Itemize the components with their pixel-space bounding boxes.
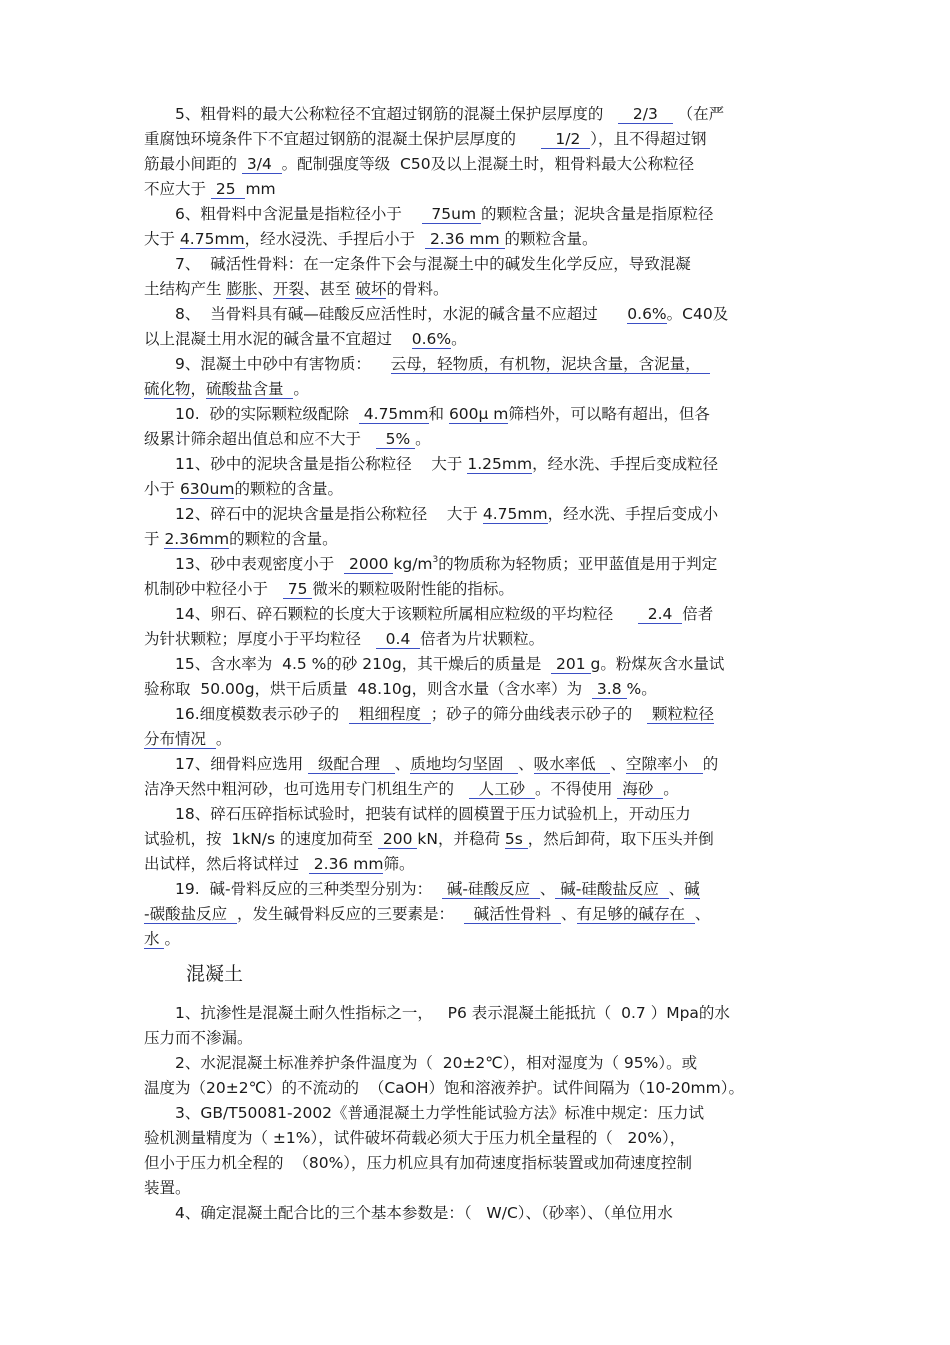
answer-blank: 1.25mm xyxy=(467,455,533,473)
c3-line-2 xyxy=(144,1128,685,1148)
q13-line-2 xyxy=(144,579,514,599)
text-segment: 、 xyxy=(561,905,577,923)
text-segment: 筛档外，可以略有超出，但各 xyxy=(508,405,710,423)
answer-blank: 5s xyxy=(504,830,528,848)
answer-blank: 2.36 mm xyxy=(308,855,384,873)
text-segment: ，发生碱骨料反应的三要素是： xyxy=(236,905,464,923)
answer-blank: 3.8 xyxy=(592,680,627,698)
answer-blank: 硫化物 xyxy=(144,380,191,398)
answer-blank: 4.75mm xyxy=(179,230,245,248)
text-segment: 以上混凝土用水泥的碱含量不宜超过 xyxy=(144,330,412,348)
text-segment: 压力而不渗漏。 xyxy=(144,1029,253,1047)
text-segment: 的物质称为轻物质；亚甲蓝值是用于判定 xyxy=(438,555,718,573)
answer-blank: 200 xyxy=(377,830,418,848)
answer-blank: 云母，轻物质，有机物，泥块含量，含泥量， xyxy=(390,355,711,373)
text-segment: kg/m xyxy=(393,555,433,573)
text-segment: 级累计筛余超出值总和应不大于 xyxy=(144,430,376,448)
answer-blank: 2000 xyxy=(344,555,394,573)
text-segment: ，经水洗、手捏后变成小 xyxy=(547,505,719,523)
q19-line-1 xyxy=(175,879,700,899)
q10-line-1 xyxy=(175,404,710,424)
text-segment: 筛。 xyxy=(383,855,415,873)
q15-line-2 xyxy=(144,679,657,699)
answer-blank: 分布情况 xyxy=(144,730,216,748)
q11-line-1 xyxy=(175,454,718,474)
answer-blank: 2.4 xyxy=(637,605,683,623)
c3-line-1 xyxy=(175,1103,704,1123)
answer-blank: 1/2 xyxy=(540,130,591,148)
text-segment: 。 xyxy=(215,730,232,748)
text-segment: 的骨料。 xyxy=(386,280,449,298)
text-segment: 12、碎石中的泥块含量是指公称粒径 大于 xyxy=(175,505,483,523)
answer-blank: 201 xyxy=(551,655,591,673)
answer-blank: 25 xyxy=(210,180,246,198)
answer-blank: 碱-硅酸盐反应 xyxy=(555,880,669,898)
text-segment: 16.细度模数表示砂子的 xyxy=(175,705,350,723)
text-segment: （在严 xyxy=(672,105,725,123)
text-segment: 的颗粒的含量。 xyxy=(229,530,338,548)
text-segment: 为针状颗粒；厚度小于平均粒径 xyxy=(144,630,376,648)
answer-blank: 粗细程度 xyxy=(349,705,431,723)
text-segment: 6、粗骨料中含泥量是指粒径小于 xyxy=(175,205,422,223)
c1-line-1 xyxy=(175,1003,730,1023)
q18-line-2 xyxy=(144,829,714,849)
text-segment: 筋最小间距的 xyxy=(144,155,242,173)
text-segment: %。 xyxy=(626,680,657,698)
text-segment: 温度为（20±2℃）的不流动的 （CaOH）饱和溶液养护。试件间隔为（10-20mm）。 xyxy=(144,1079,744,1097)
q14-line-2 xyxy=(144,629,544,649)
text-segment: ，经水洗、手捏后变成粒径 xyxy=(532,455,719,473)
text-segment: 2、水泥混凝土标准养护条件温度为（ 20±2℃），相对湿度为（ 95%）。或 xyxy=(175,1054,698,1072)
text-segment: 、甚至 xyxy=(303,280,356,298)
text-segment: 洁净天然中粗河砂，也可选用专门机组生产的 xyxy=(144,780,469,798)
answer-blank: 2.36 mm xyxy=(425,230,505,248)
text-segment: 的颗粒含量；泥块含量是指原粒径 xyxy=(481,205,714,223)
text-segment: 、 xyxy=(539,880,556,898)
c2-line-1 xyxy=(175,1053,697,1073)
answer-blank: 破坏 xyxy=(355,280,387,298)
text-segment: 19. 碱-骨料反应的三种类型分别为： xyxy=(175,880,442,898)
text-segment: 验称取 50.00g，烘干后质量 48.10g，则含水量（含水率）为 xyxy=(144,680,592,698)
text-segment: 。 xyxy=(293,380,309,398)
q8-line-2 xyxy=(144,329,467,349)
text-segment: 装置。 xyxy=(144,1179,191,1197)
q18-line-1 xyxy=(175,804,691,824)
text-segment: 和 xyxy=(428,405,449,423)
text-segment: 10. 砂的实际颗粒级配除 xyxy=(175,405,359,423)
text-segment: 小于 xyxy=(144,480,180,498)
text-segment: 4、确定混凝土配合比的三个基本参数是：（ W/C）、（砂率）、（单位用水 xyxy=(175,1204,673,1222)
text-segment: 、 xyxy=(394,755,411,773)
text-segment: ），且不得超过钢 xyxy=(590,130,707,148)
answer-blank: 2/3 xyxy=(618,105,673,123)
text-segment: 1、抗渗性是混凝土耐久性指标之一， P6 表示混凝土能抵抗（ 0.7 ）Mpa的水 xyxy=(175,1004,730,1022)
answer-blank: 吸水率低 xyxy=(533,755,611,773)
c1-line-2 xyxy=(144,1028,253,1048)
q15-line-1 xyxy=(175,654,724,674)
text-segment: 出试样，然后将试样过 xyxy=(144,855,309,873)
text-segment: 15、含水率为 4.5 %的砂 210g，其干燥后的质量是 xyxy=(175,655,552,673)
text-segment: g。粉煤灰含水量试 xyxy=(590,655,725,673)
text-segment: 倍者 xyxy=(682,605,714,623)
text-segment: 3、GB/T50081-2002《普通混凝土力学性能试验方法》标准中规定：压力试 xyxy=(175,1104,705,1122)
text-segment: 、 xyxy=(610,755,626,773)
answer-blank: 630um xyxy=(179,480,235,498)
answer-blank: 开裂 xyxy=(272,280,304,298)
answer-blank: 0.4 xyxy=(375,630,421,648)
superscript: 3 xyxy=(432,555,439,565)
answer-blank: 600μ m xyxy=(448,405,509,423)
answer-blank: 4.75mm xyxy=(358,405,429,423)
q14-line-1 xyxy=(175,604,713,624)
text-segment: 、 xyxy=(694,905,711,923)
text-segment: 、 xyxy=(257,280,273,298)
text-segment: 、 xyxy=(518,755,534,773)
text-segment: 。 xyxy=(663,780,679,798)
text-segment: 重腐蚀环境条件下不宜超过钢筋的混凝土保护层厚度的 xyxy=(144,130,541,148)
answer-blank: 质地均匀坚固 xyxy=(410,755,519,773)
q17-line-1 xyxy=(175,754,718,774)
text-segment: 的颗粒含量。 xyxy=(504,230,598,248)
answer-blank: 3/4 xyxy=(241,155,282,173)
answer-blank: 膨胀 xyxy=(226,280,258,298)
q5-line-3 xyxy=(144,154,694,174)
answer-blank: 碱-硅酸反应 xyxy=(441,880,540,898)
answer-blank: 0.6% xyxy=(627,305,667,323)
text-segment: 17、细骨料应选用 xyxy=(175,755,309,773)
text-segment: 。不得使用 xyxy=(535,780,618,798)
q19-line-3 xyxy=(144,929,180,949)
q16-line-2 xyxy=(144,729,231,749)
q19-line-2 xyxy=(144,904,710,924)
answer-blank: 级配合理 xyxy=(308,755,395,773)
text-segment: 18、碎石压碎指标试验时，把装有试样的圆模置于压力试验机上，开动压力 xyxy=(175,805,691,823)
answer-blank: 4.75mm xyxy=(482,505,548,523)
q9-line-1 xyxy=(175,354,710,374)
text-segment: 。C40及 xyxy=(666,305,729,323)
text-segment: 8、 当骨料具有碱—硅酸反应活性时，水泥的碱含量不应超过 xyxy=(175,305,628,323)
answer-blank: 75um xyxy=(421,205,482,223)
text-segment: 微米的颗粒吸附性能的指标。 xyxy=(312,580,514,598)
text-segment: 13、砂中表观密度小于 xyxy=(175,555,345,573)
text-segment: 7、 碱活性骨料：在一定条件下会与混凝土中的碱发生化学反应，导致混凝 xyxy=(175,255,691,273)
answer-blank: 有足够的碱存在 xyxy=(576,905,695,923)
q11-line-2 xyxy=(144,479,343,499)
text-segment: ， xyxy=(190,380,207,398)
text-segment: 的 xyxy=(702,755,719,773)
text-segment: ，经水浸洗、手捏后小于 xyxy=(244,230,426,248)
q17-line-2 xyxy=(144,779,679,799)
answer-blank: 海砂 xyxy=(617,780,664,798)
q5-line-1 xyxy=(175,104,724,124)
text-segment: 试验机，按 1kN/s 的速度加荷至 xyxy=(144,830,378,848)
text-segment: 。配制强度等级 C50及以上混凝土时，粗骨料最大公称粒径 xyxy=(281,155,695,173)
answer-blank: 碱 xyxy=(684,880,700,898)
q18-line-3 xyxy=(144,854,414,874)
q6-line-1 xyxy=(175,204,714,224)
answer-blank: 75 xyxy=(282,580,313,598)
q5-line-2 xyxy=(144,129,707,149)
q7-line-1 xyxy=(175,254,691,274)
text-segment: 的颗粒的含量。 xyxy=(234,480,343,498)
text-segment: ，然后卸荷，取下压头并倒 xyxy=(527,830,714,848)
section-heading-concrete: 混凝土 xyxy=(186,963,244,985)
text-segment: 但小于压力机全程的 （80%），压力机应具有加荷速度指标装置或加荷速度控制 xyxy=(144,1154,693,1172)
c2-line-2 xyxy=(144,1078,744,1098)
text-segment: ；砂子的筛分曲线表示砂子的 xyxy=(430,705,648,723)
c3-line-3 xyxy=(144,1153,692,1173)
q12-line-1 xyxy=(175,504,718,524)
text-segment: 不应大于 xyxy=(144,180,211,198)
answer-blank: 碱活性骨料 xyxy=(463,905,562,923)
q5-line-4 xyxy=(144,179,276,199)
text-segment: 大于 xyxy=(144,230,180,248)
answer-blank: 5% xyxy=(375,430,416,448)
answer-blank: 硫酸盐含量 xyxy=(206,380,294,398)
answer-blank: 水 xyxy=(144,930,165,948)
q12-line-2 xyxy=(144,529,338,549)
c3-line-4 xyxy=(144,1178,191,1198)
text-segment: 。 xyxy=(164,930,180,948)
q9-line-2 xyxy=(144,379,309,399)
answer-blank: 0.6% xyxy=(411,330,452,348)
q8-line-1 xyxy=(175,304,728,324)
text-segment: 机制砂中粒径小于 xyxy=(144,580,283,598)
q13-line-1 xyxy=(175,554,717,574)
q10-line-2 xyxy=(144,429,431,449)
text-segment: 验机测量精度为（ ±1%），试件破坏荷载必须大于压力机全量程的（ 20%）， xyxy=(144,1129,686,1147)
q6-line-2 xyxy=(144,229,598,249)
q7-line-2 xyxy=(144,279,448,299)
text-segment: mm xyxy=(245,180,276,198)
text-segment: 11、砂中的泥块含量是指公称粒径 大于 xyxy=(175,455,468,473)
c4-line-1 xyxy=(175,1203,673,1223)
text-segment: 。 xyxy=(451,330,467,348)
text-segment: 9、混凝土中砂中有害物质： xyxy=(175,355,391,373)
answer-blank: -碳酸盐反应 xyxy=(144,905,237,923)
text-segment: 于 xyxy=(144,530,165,548)
answer-blank: 空隙率小 xyxy=(625,755,703,773)
text-segment: 土结构产生 xyxy=(144,280,227,298)
answer-blank: 人工砂 xyxy=(468,780,536,798)
text-segment: 。 xyxy=(415,430,431,448)
text-segment: 倍者为片状颗粒。 xyxy=(420,630,545,648)
answer-blank: 颗粒粒径 xyxy=(647,705,714,723)
text-segment: 14、卵石、碎石颗粒的长度大于该颗粒所属相应粒级的平均粒径 xyxy=(175,605,638,623)
text-segment: 5、粗骨料的最大公称粒径不宜超过钢筋的混凝土保护层厚度的 xyxy=(175,105,619,123)
q16-line-1 xyxy=(175,704,714,724)
text-segment: 、 xyxy=(668,880,685,898)
text-segment: kN，并稳荷 xyxy=(417,830,505,848)
answer-blank: 2.36mm xyxy=(164,530,230,548)
